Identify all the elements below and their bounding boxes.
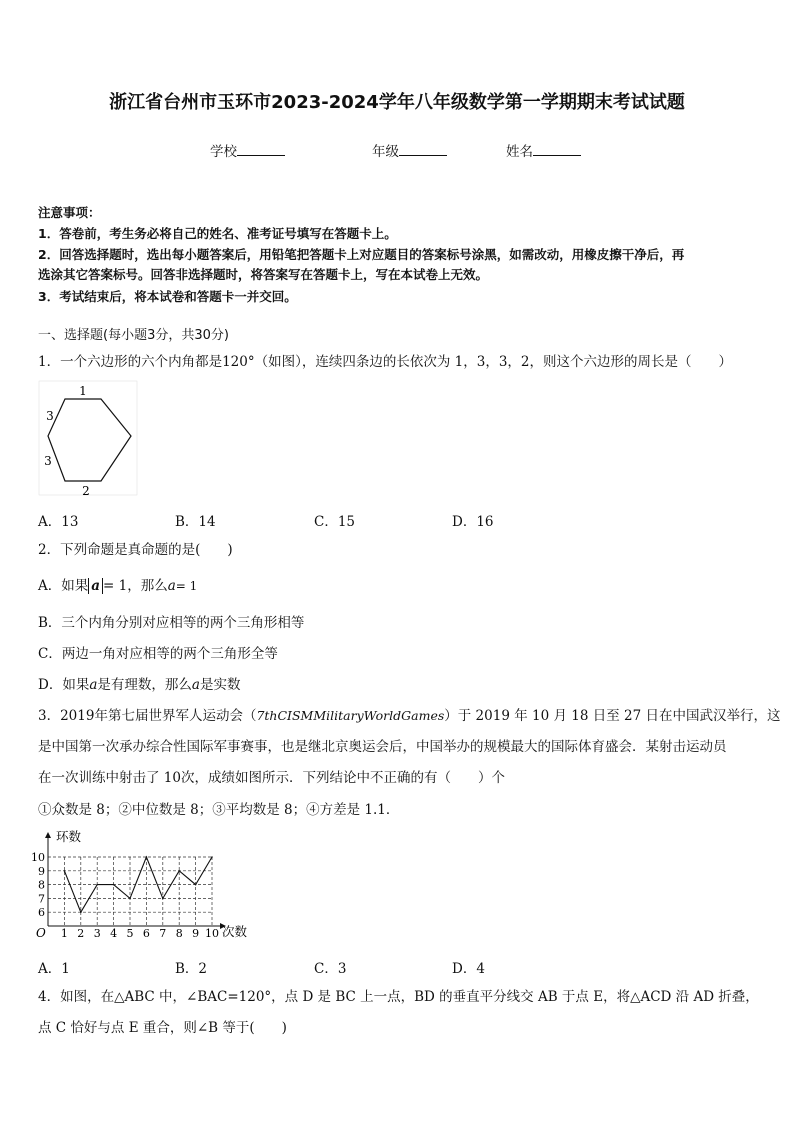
x-tick-label: 1	[60, 927, 68, 940]
q2-a-var: a	[167, 578, 176, 594]
y-tick-label: 9	[38, 864, 45, 878]
notice-item-1: 1．答卷前，考生务必将自己的姓名、准考证号填写在答题卡上。	[38, 226, 397, 241]
x-tick-label: 10	[205, 927, 219, 940]
data-point	[80, 911, 82, 913]
origin-label: O	[36, 926, 46, 940]
q2-option-c: C．两边一角对应相等的两个三角形全等	[38, 646, 278, 662]
question-4-line-1: 4．如图，在△ABC 中，∠BAC=120°，点 D 是 BC 上一点，BD 的垂直平分线交 AB 于点 E，将△ACD 沿 AD 折叠，	[38, 989, 759, 1005]
hexagon-figure	[38, 380, 138, 498]
x-axis-label: 次数	[222, 924, 248, 939]
question-3-line-1	[38, 706, 781, 726]
q2-a-prefix: A．如果	[38, 578, 89, 594]
q2-a-abs: a	[88, 578, 103, 594]
y-tick-label: 7	[38, 892, 45, 906]
name-blank	[533, 143, 581, 156]
y-tick-label: 8	[38, 878, 45, 892]
data-point	[178, 870, 180, 872]
figure-border	[39, 381, 137, 495]
q3-line1-italic: 7thCISMMilitaryWorldGames	[256, 708, 445, 723]
x-tick-label: 9	[192, 927, 200, 940]
name-field	[506, 140, 581, 160]
question-3-line-4: ①众数是 8；②中位数是 8；③平均数是 8；④方差是 1.1．	[38, 802, 400, 818]
x-tick-label: 2	[77, 927, 85, 940]
y-axis-label: 环数	[56, 829, 82, 844]
question-3-line-2: 是中国第一次承办综合性国际军事赛事，也是继北京奥运会后，中国举办的规模最大的国际体育盛会．某射击运动员	[38, 739, 727, 755]
data-point	[96, 884, 98, 886]
y-tick-label: 10	[31, 851, 45, 864]
x-tick-label: 8	[175, 927, 183, 940]
q1-option-c: C．15	[314, 514, 356, 530]
y-axis-arrow	[45, 832, 51, 838]
q2-d-mid: 是有理数，那么	[97, 677, 192, 693]
q3-option-b: B．2	[175, 961, 208, 977]
q1-option-d: D．16	[452, 514, 494, 530]
school-blank	[237, 143, 285, 156]
x-tick-label: 3	[93, 927, 101, 940]
q2-a-mid: = 1，那么	[103, 578, 168, 594]
data-point	[129, 898, 131, 900]
q1-option-a: A．13	[38, 514, 79, 530]
x-tick-label: 5	[126, 927, 134, 940]
q2-d-end: 是实数	[199, 677, 241, 693]
y-tick-label: 6	[38, 906, 45, 920]
q2-d-prefix: D．如果	[38, 677, 90, 693]
page-title: 浙江省台州市玉环市2023-2024学年八年级数学第一学期期末考试试题	[109, 92, 685, 113]
grade-field	[372, 140, 447, 160]
grade-blank	[399, 143, 447, 156]
q3-line1-b: ）于 2019 年 10 月 18 日至 27 日在中国武汉举行，这	[444, 708, 781, 724]
score-line-chart	[31, 828, 264, 948]
data-point	[113, 884, 115, 886]
question-4-line-2: 点 C 恰好与点 E 重合，则∠B 等于( )	[38, 1020, 287, 1036]
x-tick-label: 6	[142, 927, 150, 940]
hexagon-shape	[48, 399, 131, 481]
x-tick-label: 4	[110, 927, 118, 940]
question-3-line-3: 在一次训练中射击了 10次，成绩如图所示．下列结论中不正确的有（ ）个	[38, 770, 505, 786]
question-1-stem: 1．一个六边形的六个内角都是120°（如图），连续四条边的长依次为 1，3，3，2，则这个六边形的周长是（ ）	[38, 354, 733, 370]
hex-label-bottom: 2	[82, 484, 90, 498]
data-point	[195, 884, 197, 886]
q2-option-d	[38, 675, 240, 695]
data-point	[146, 856, 148, 858]
q1-option-b: B．14	[175, 514, 216, 530]
question-2-stem: 2．下列命题是真命题的是( )	[38, 542, 233, 558]
q2-a-end: = 1	[175, 579, 198, 593]
section-heading: 一、选择题(每小题3分，共30分)	[38, 328, 229, 343]
q3-option-d: D．4	[452, 961, 485, 977]
q3-line1-a: 3．2019年第七届世界军人运动会（	[38, 708, 257, 724]
q2-option-b: B．三个内角分别对应相等的两个三角形相等	[38, 615, 305, 631]
data-point	[162, 898, 164, 900]
x-tick-label: 7	[159, 927, 167, 940]
q3-option-a: A．1	[38, 961, 70, 977]
hex-label-top: 1	[79, 384, 87, 398]
hex-label-lower-left: 3	[44, 454, 52, 468]
notice-item-3: 3．考试结束后，将本试卷和答题卡一并交回。	[38, 289, 297, 304]
data-point	[64, 870, 66, 872]
q2-d-var1: a	[89, 677, 98, 693]
hex-label-upper-left: 3	[46, 409, 54, 423]
q2-d-var2: a	[191, 677, 200, 693]
data-point	[211, 856, 213, 858]
notice-item-2b: 选涂其它答案标号。回答非选择题时，将答案写在答题卡上，写在本试卷上无效。	[38, 267, 489, 282]
q2-option-a	[38, 576, 197, 596]
notice-item-2a: 2．回答选择题时，选出每小题答案后，用铅笔把答题卡上对应题目的答案标号涂黑，如需改动，用橡皮擦干净后，再	[38, 247, 685, 262]
q3-option-c: C．3	[314, 961, 347, 977]
school-label: 学校	[210, 144, 237, 160]
name-label: 姓名	[506, 144, 533, 160]
notice-heading: 注意事项：	[38, 205, 101, 220]
grade-label: 年级	[372, 144, 399, 160]
school-field	[210, 140, 285, 160]
